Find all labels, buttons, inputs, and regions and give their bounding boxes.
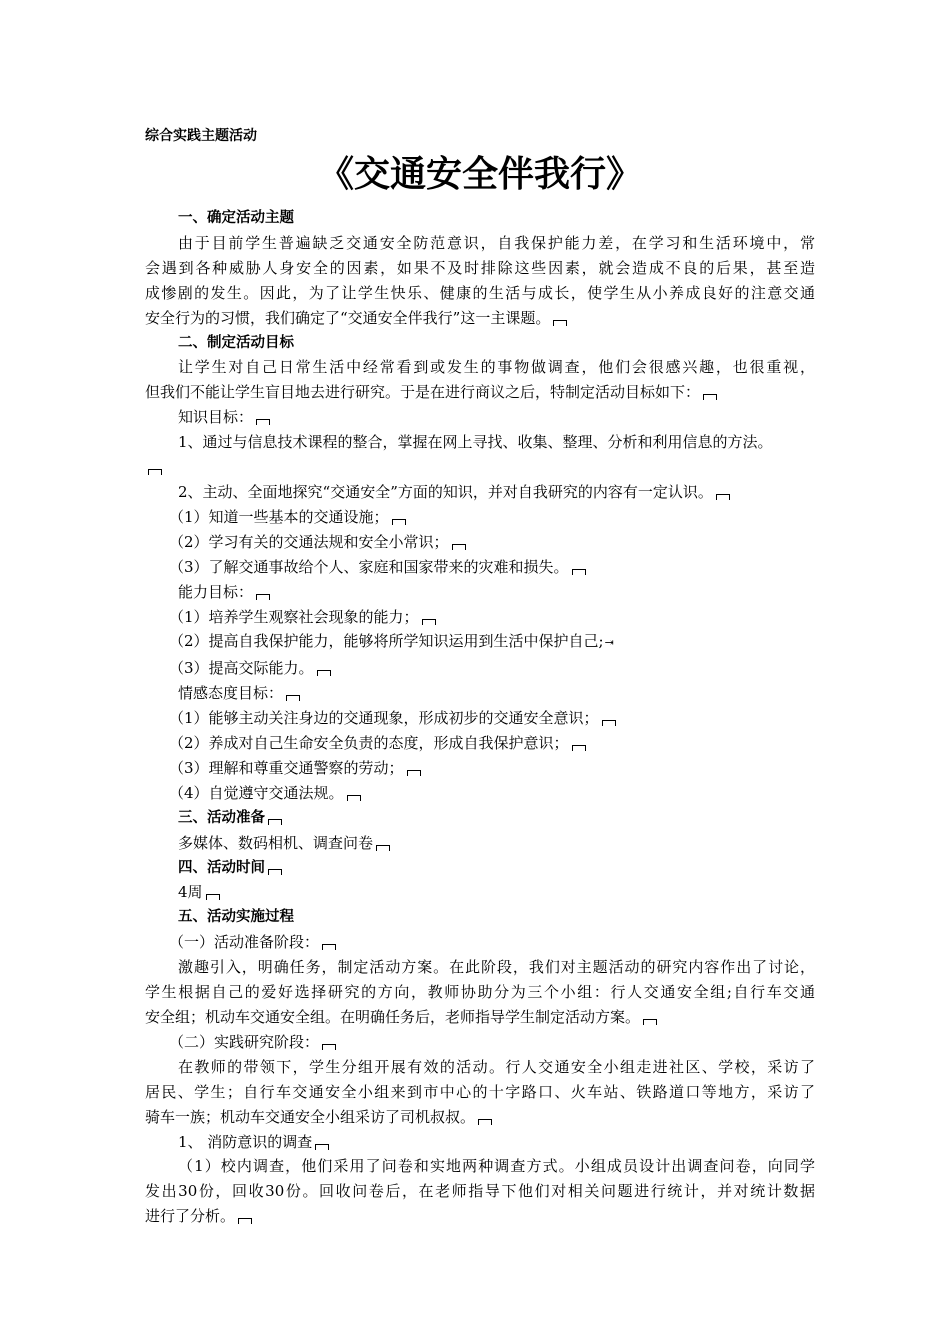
paragraph-mark-icon <box>452 544 466 550</box>
section-heading <box>145 856 815 881</box>
line-text: 激趣引入，明确任务，制定活动方案。在此阶段，我们对主题活动的研究内容作出了讨论， <box>178 958 815 977</box>
text-line <box>145 605 815 630</box>
text-line <box>145 231 815 256</box>
paragraph-mark-icon <box>392 519 406 525</box>
line-text: 安全组；机动车交通安全组。在明确任务后，老师指导学生制定活动方案。 <box>145 1008 641 1026</box>
line-text: 五、活动实施过程 <box>178 909 294 926</box>
line-text: （3）理解和尊重交通警察的劳动； <box>169 758 404 777</box>
document-category-label: 综合实践主题活动 <box>145 128 257 144</box>
line-text: （1）培养学生观察社会现象的能力； <box>169 607 419 626</box>
paragraph-mark-icon <box>347 795 361 801</box>
paragraph-mark-icon <box>268 819 282 825</box>
text-line <box>145 306 815 331</box>
section-heading <box>145 206 815 231</box>
paragraph-mark-icon <box>256 419 270 425</box>
paragraph-mark-icon <box>553 320 567 326</box>
text-line <box>145 706 815 731</box>
text-line <box>145 505 815 530</box>
paragraph-mark-icon <box>206 894 220 900</box>
paragraph-mark-icon <box>322 944 336 950</box>
text-line <box>145 1154 815 1179</box>
text-line <box>145 731 815 756</box>
text-line <box>145 980 815 1005</box>
line-text: （1）校内调查，他们采用了问卷和实地两种调查方式。小组成员设计出调查问卷，向同学 <box>178 1157 815 1176</box>
paragraph-mark-icon <box>238 1218 252 1224</box>
line-text: 进行了分析。 <box>145 1207 236 1226</box>
text-line <box>145 380 815 405</box>
paragraph-mark-icon <box>315 1144 329 1150</box>
line-text: （2）学习有关的交通法规和安全小常识； <box>169 532 449 551</box>
text-line <box>145 480 815 505</box>
line-text: 情感态度目标： <box>178 684 284 703</box>
text-line <box>145 681 815 706</box>
line-break-mark-icon: ⇥ <box>604 636 614 650</box>
line-text: 会遇到各种威胁人身安全的因素，如果不及时排除这些因素，就会造成不良的后果，甚至造 <box>145 258 815 277</box>
line-text: （4）自觉遵守交通法规。 <box>169 783 344 802</box>
document-body <box>145 206 815 1229</box>
text-line <box>145 1005 815 1030</box>
line-text: （2）提高自我保护能力，能够将所学知识运用到生活中保护自己; <box>169 632 604 651</box>
line-text: （1）知道一些基本的交通设施； <box>169 507 389 526</box>
text-line <box>145 629 815 656</box>
paragraph-mark-icon <box>407 770 421 776</box>
line-text: 2、主动、全面地探究“交通安全”方面的知识，并对自我研究的内容有一定认识。 <box>178 482 713 501</box>
line-text: （一）活动准备阶段： <box>169 933 320 952</box>
text-line <box>145 781 815 806</box>
text-line <box>145 1130 815 1155</box>
document-content <box>145 122 815 1229</box>
line-text: （3）提高交际能力。 <box>169 659 314 678</box>
paragraph-mark-icon <box>572 569 586 575</box>
text-line <box>145 1105 815 1130</box>
paragraph-mark-icon <box>256 594 270 600</box>
paragraph-mark-icon <box>422 619 436 625</box>
line-text: 安全行为的习惯，我们确定了“交通安全伴我行”这一主课题。 <box>145 308 551 327</box>
section-heading <box>145 331 815 356</box>
paragraph-mark-icon <box>643 1019 657 1025</box>
line-text: 由于目前学生普遍缺乏交通安全防范意识，自我保护能力差，在学习和生活环境中，常 <box>178 233 815 252</box>
line-text: 多媒体、数码相机、调查问卷 <box>178 833 374 852</box>
line-text: （二）实践研究阶段： <box>169 1032 320 1051</box>
text-line <box>145 1030 815 1055</box>
text-line <box>145 555 815 580</box>
line-text: 但我们不能让学生盲目地去进行研究。于是在进行商议之后，特制定活动目标如下： <box>145 383 701 402</box>
line-text: 二、制定活动目标 <box>178 334 294 351</box>
paragraph-mark-icon <box>602 720 616 726</box>
paragraph-mark-icon <box>376 845 390 851</box>
line-text: （2）养成对自己生命安全负责的态度，形成自我保护意识； <box>169 734 569 753</box>
line-text: 知识目标： <box>178 408 254 427</box>
text-line <box>145 256 815 281</box>
text-line <box>145 656 815 681</box>
paragraph-mark-icon <box>148 469 162 475</box>
text-line <box>145 1055 815 1080</box>
line-text: （3）了解交通事故给个人、家庭和国家带来的灾难和损失。 <box>169 557 569 576</box>
paragraph-mark-icon <box>478 1119 492 1125</box>
text-line <box>145 955 815 980</box>
text-line <box>145 355 815 380</box>
paragraph-mark-icon <box>317 670 331 676</box>
line-text: 成惨剧的发生。因此，为了让学生快乐、健康的生活与成长，使学生从小养成良好的注意交通 <box>145 283 815 302</box>
line-text: 发出30份，回收30份。回收问卷后，在老师指导下他们对相关问题进行统计，并对统计数据 <box>145 1182 815 1201</box>
text-line <box>145 405 815 430</box>
line-text: 4周 <box>178 883 203 902</box>
text-line <box>145 1080 815 1105</box>
section-heading <box>145 905 815 930</box>
line-text: 四、活动时间 <box>178 859 265 876</box>
line-text: 让学生对自己日常生活中经常看到或发生的事物做调查，他们会很感兴趣，也很重视， <box>178 358 815 377</box>
text-line <box>145 831 815 856</box>
paragraph-mark-icon <box>572 745 586 751</box>
line-text: 一、确定活动主题 <box>178 210 294 226</box>
line-text: 学生根据自己的爱好选择研究的方向，教师协助分为三个小组：行人交通安全组;自行车交通 <box>145 983 815 1002</box>
line-text: 三、活动准备 <box>178 809 265 826</box>
section-heading <box>145 806 815 831</box>
paragraph-mark-icon <box>286 695 300 701</box>
paragraph-mark-icon <box>716 494 730 500</box>
line-text: 骑车一族；机动车交通安全小组采访了司机叔叔。 <box>145 1107 476 1126</box>
line-text: 1、 消防意识的调查 <box>178 1132 313 1151</box>
text-line <box>145 430 815 455</box>
text-line <box>145 930 815 955</box>
document-title: 《交通安全伴我行》 <box>317 154 642 195</box>
line-text: 能力目标： <box>178 582 254 601</box>
line-text: 在教师的带领下，学生分组开展有效的活动。行人交通安全小组走进社区、学校，采访了 <box>178 1057 815 1076</box>
text-line <box>145 1179 815 1204</box>
text-line <box>145 530 815 555</box>
line-text: （1）能够主动关注身边的交通现象，形成初步的交通安全意识； <box>169 709 599 728</box>
text-line <box>145 880 815 905</box>
text-line <box>145 281 815 306</box>
paragraph-mark-icon <box>322 1044 336 1050</box>
paragraph-mark-icon <box>703 394 717 400</box>
line-text: 居民、学生；自行车交通安全小组来到市中心的十字路口、火车站、铁路道口等地方，采访了 <box>145 1082 815 1101</box>
text-line <box>145 756 815 781</box>
paragraph-mark-icon <box>268 869 282 875</box>
text-line <box>145 1204 815 1229</box>
text-line <box>145 455 815 480</box>
text-line <box>145 580 815 605</box>
line-text: 1、通过与信息技术课程的整合，掌握在网上寻找、收集、整理、分析和利用信息的方法。 <box>178 433 773 452</box>
